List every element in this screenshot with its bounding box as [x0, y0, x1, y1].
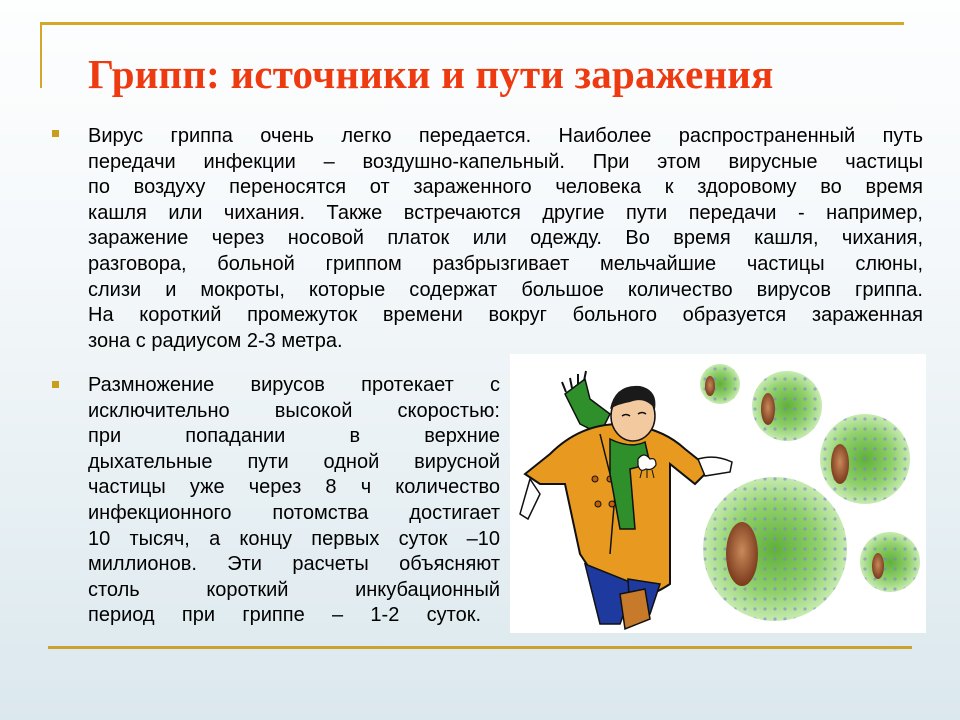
- virus-particle-small-top: [700, 364, 740, 404]
- text-line: Вирус гриппа очень легко передается. Наиболее распространенный путь: [88, 125, 923, 147]
- left-accent-line: [40, 22, 42, 88]
- text-line: Размножение вирусов протекает с: [88, 374, 500, 396]
- bullet-square-icon: [52, 381, 59, 388]
- text-line: дыхательные пути одной вирусной: [88, 450, 500, 473]
- text-line: исключительно высокой скоростью:: [88, 399, 500, 422]
- bullet-paragraph-replication: [88, 373, 500, 629]
- text-line: заражение через носовой платок или одежду. Во время кашля, чихания,: [88, 227, 923, 250]
- bottom-accent-line: [48, 646, 912, 649]
- virus-particle-small-bottom: [860, 532, 920, 592]
- text-line: кашля или чихания. Также встречаются другие пути передачи - например,: [88, 201, 923, 224]
- text-line: разговора, больной гриппом разбрызгивает мельчайшие частицы слюны,: [88, 252, 923, 275]
- text-line: частицы уже через 8 ч количество: [88, 476, 500, 499]
- text-line: миллионов. Эти расчеты объясняют: [88, 553, 500, 576]
- text-line: по воздуху переносятся от зараженного человека к здоровому во время: [88, 176, 923, 199]
- top-accent-line: [40, 22, 904, 25]
- text-line: передачи инфекции – воздушно-капельный. При этом вирусные частицы: [88, 150, 923, 173]
- text-line: инфекционного потомства достигает: [88, 501, 500, 524]
- slide-title: Грипп: источники и пути заражения: [88, 51, 774, 97]
- illustration-icon: [510, 354, 926, 633]
- virus-particle-large: [703, 477, 847, 621]
- text-line: период при гриппе – 1-2 суток.: [88, 604, 481, 627]
- sneezing-man-with-viruses-illustration: [510, 354, 926, 633]
- text-line: 10 тысяч, а концу первых суток –10: [88, 527, 500, 550]
- bullet-square-icon: [52, 130, 59, 137]
- text-line: столь короткий инкубационный: [88, 578, 500, 601]
- text-line: зона с радиусом 2-3 метра.: [88, 329, 343, 352]
- virus-particle-top: [752, 371, 822, 441]
- text-line: слизи и мокроты, которые содержат большое количество вирусов гриппа.: [88, 278, 923, 301]
- virus-particle-right: [820, 414, 910, 504]
- bullet-paragraph-transmission: [88, 124, 923, 354]
- text-line: На короткий промежуток времени вокруг больного образуется зараженная: [88, 304, 923, 327]
- text-line: при попадании в верхние: [88, 425, 500, 448]
